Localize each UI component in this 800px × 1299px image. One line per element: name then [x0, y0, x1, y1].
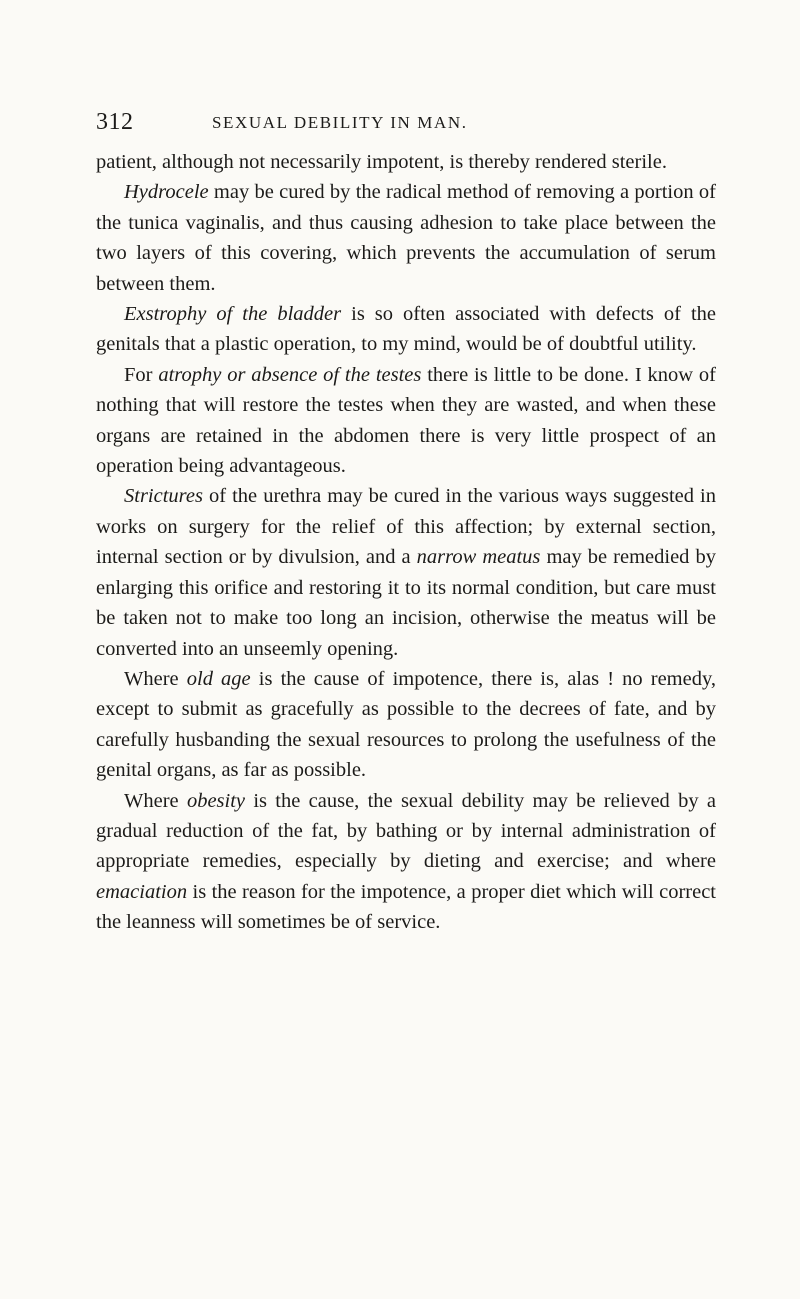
term-strictures: Strictures — [124, 485, 203, 508]
paragraph-strictures: Strictures of the urethra may be cured in the various ways suggested in works on surgery for the relief of this affection; by external section, internal section or by divulsion, and a narrow meatus may be remedied by enlarging this orifice and restoring it to its normal condition, but care must be taken not to make too long an incision, otherwise the meatus will be converted into an unseemly opening. — [96, 485, 716, 660]
paragraph-exstrophy: Exstrophy of the bladder is so often associated with defects of the genitals that a plastic operation, to my mind, would be of doubtful utility. — [96, 303, 716, 356]
page-number: 312 — [96, 109, 134, 135]
term-obesity: obesity — [186, 789, 246, 812]
term-old-age: old age — [186, 667, 251, 690]
paragraph-hydrocele: Hydrocele may be cured by the radical method of removing a portion of the tunica vaginalis, and thus causing adhesion to take place between the two layers of this covering, which prevents the accumulation of serum between them. — [96, 181, 716, 295]
term-narrow-meatus: narrow meatus — [416, 546, 541, 569]
paragraph-atrophy: For atrophy or absence of the testes there is little to be done. I know of nothing that will restore the testes when they are wasted, and when these organs are retained in the abdomen there is very little prospect of an operation being advantageous. — [96, 363, 716, 478]
term-exstrophy: Exstrophy of the bladder — [124, 303, 342, 326]
term-hydrocele: Hydrocele — [124, 181, 209, 204]
page-header — [96, 105, 716, 145]
paragraph-old-age: Where old age is the cause of impotence, there is, alas ! no remedy, except to submit as gracefully as possible to the decrees of fate, and by carefully husbanding the sexual resources to prolong the usefulness of the genital organs, as far as possible. — [96, 667, 717, 782]
body-text — [96, 147, 716, 938]
term-atrophy: atrophy or absence of the testes — [158, 363, 422, 386]
paragraph-obesity: Where obesity is the cause, the sexual debility may be relieved by a gradual reduction of the fat, by bathing or by internal administration of appropriate remedies, especially by dieting and exercise; and where emaciation is the reason for the impotence, a proper diet which will correct the leanness will sometimes be of service. — [96, 789, 717, 934]
term-emaciation: emaciation — [96, 880, 188, 903]
paragraph-continued: patient, although not necessarily impotent, is thereby rendered sterile. — [96, 151, 667, 173]
book-page — [96, 105, 716, 938]
running-head: SEXUAL DEBILITY IN MAN. — [212, 113, 468, 132]
